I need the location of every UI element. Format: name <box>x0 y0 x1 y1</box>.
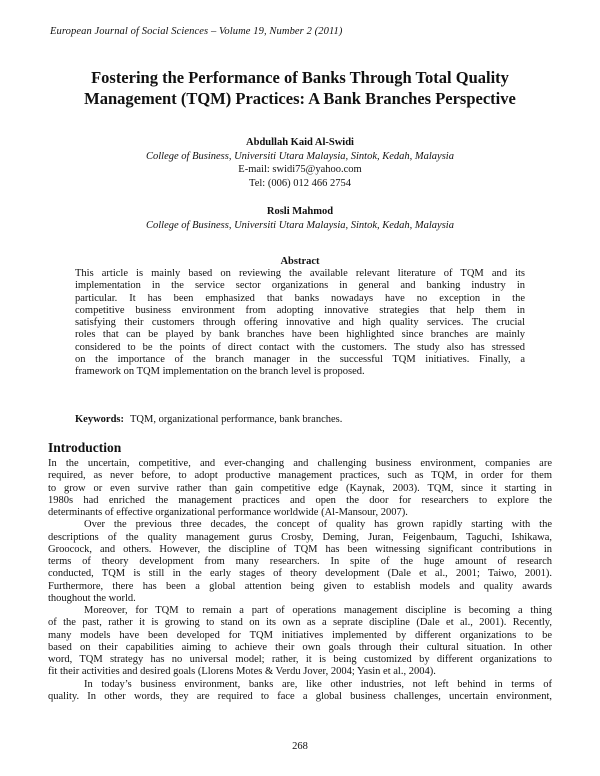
abstract-line: competitive business environment from adopting innovative strategies that help them in <box>75 304 525 316</box>
abstract-text <box>75 268 525 379</box>
body-line: 1980s had enriched the management practices and open the door for researchers to explore the <box>48 494 552 506</box>
abstract-line: particular. It has been emphasized that banks nowadays have no exception in the <box>75 292 525 304</box>
author-affiliation: College of Business, Universiti Utara Malaysia, Sintok, Kedah, Malaysia <box>146 150 454 162</box>
author-name: Abdullah Kaid Al-Swidi <box>246 137 354 148</box>
abstract-line: considered to be the points of direct contact with the customers. The study also has stressed <box>75 341 525 353</box>
abstract-heading: Abstract <box>280 256 320 267</box>
keywords-text: TQM, organizational performance, bank branches. <box>130 414 343 425</box>
body-line: required, as never before, to adopt productive management practices, such as TQM, in order for them <box>48 470 552 482</box>
body-line: thoughout the world. <box>48 592 136 604</box>
body-line: determinants of effective organizational performance worldwide (Al-Mansour, 2007). <box>48 507 408 518</box>
abstract-line: framework on TQM implementation on the branch level is proposed. <box>75 366 365 378</box>
author-email: E-mail: swidi75@yahoo.com <box>238 164 362 175</box>
body-line: word, TQM strategy has no universal model; rather, it is being customized by different organizations to <box>48 654 552 665</box>
abstract-line: satisfying their customers through offering innovative and high quality services. The crucial <box>75 317 525 329</box>
body-line: fit their activities and desired goals (Llorens Motes & Verdu Jover, 2004; Yasin et al., 2004). <box>48 666 436 678</box>
keywords <box>75 414 342 425</box>
body-line: many models have been developed for TQM initiatives implemented by different organizations to be <box>48 629 552 641</box>
author-block-2 <box>40 205 560 232</box>
title-line: Management (TQM) Practices: A Bank Branches Perspective <box>84 89 516 108</box>
author-block-1 <box>40 136 560 190</box>
running-head: European Journal of Social Sciences – Volume 19, Number 2 (2011) <box>50 26 343 37</box>
paper-title <box>40 67 560 109</box>
abstract-line: This article is mainly based on reviewing the available relevant literature of TQM and its <box>75 268 525 279</box>
body-line: to grow or even survive rather than gain competitive edge (Kaynak, 2003). TQM, since it starting in <box>48 482 552 494</box>
body-line: Furthermore, there has been a global attention being given to establish models and quality awards <box>48 580 552 592</box>
page-number: 268 <box>292 741 308 752</box>
abstract-line: roles that can be played by bank branches have been highlighted since branches are mainly <box>75 329 525 341</box>
body-line: based on their capabilities aiming to achieve their own goals through their cultural situation. In other <box>48 641 552 653</box>
abstract-line: on the importance of the branch manager in the successful TQM initiatives. Finally, a <box>75 354 525 366</box>
body-line: terms of theory development from many researchers. In spite of the huge amount of research <box>48 556 552 567</box>
author-affiliation: College of Business, Universiti Utara Malaysia, Sintok, Kedah, Malaysia <box>146 219 454 231</box>
body-line: In today’s business environment, banks are, like other industries, not left behind in terms of <box>84 678 552 690</box>
body-line: In the uncertain, competitive, and ever-changing and challenging business environment, companies are <box>48 458 552 469</box>
abstract-line: implementation in the service sector organizations in general and banking industry in <box>75 280 525 292</box>
body-line: quality. In other words, they are required to face a global business challenges, uncertain environment, <box>48 690 552 702</box>
body-line: Moreover, for TQM to remain a part of operations management discipline is becoming a thing <box>84 605 552 616</box>
title-line: Fostering the Performance of Banks Through Total Quality <box>91 68 509 87</box>
body-line: conducted, TQM is still in the early stages of theory development (Dale et al., 2001; Taiwo, 2001). <box>48 568 552 580</box>
body-line: of the past, rather it is growing to stand on its own as a seprate discipline (Dale et al., 2001). Recently, <box>48 617 552 629</box>
keywords-label: Keywords: <box>75 414 124 425</box>
body-line: Over the previous three decades, the concept of quality has grown rapidly starting with the <box>84 519 552 531</box>
author-name: Rosli Mahmod <box>266 206 334 217</box>
author-tel: Tel: (006) 012 466 2754 <box>249 177 351 189</box>
introduction-body <box>48 458 552 703</box>
body-line: descriptions of the quality management gurus Crosby, Deming, Juran, Feigenbaum, Taguchi, Ishikawa, <box>48 531 552 543</box>
body-line: Groocock, and others. However, the discipline of TQM has been witnessing significant contributions in <box>48 543 552 555</box>
section-heading-introduction: Introduction <box>48 440 122 455</box>
